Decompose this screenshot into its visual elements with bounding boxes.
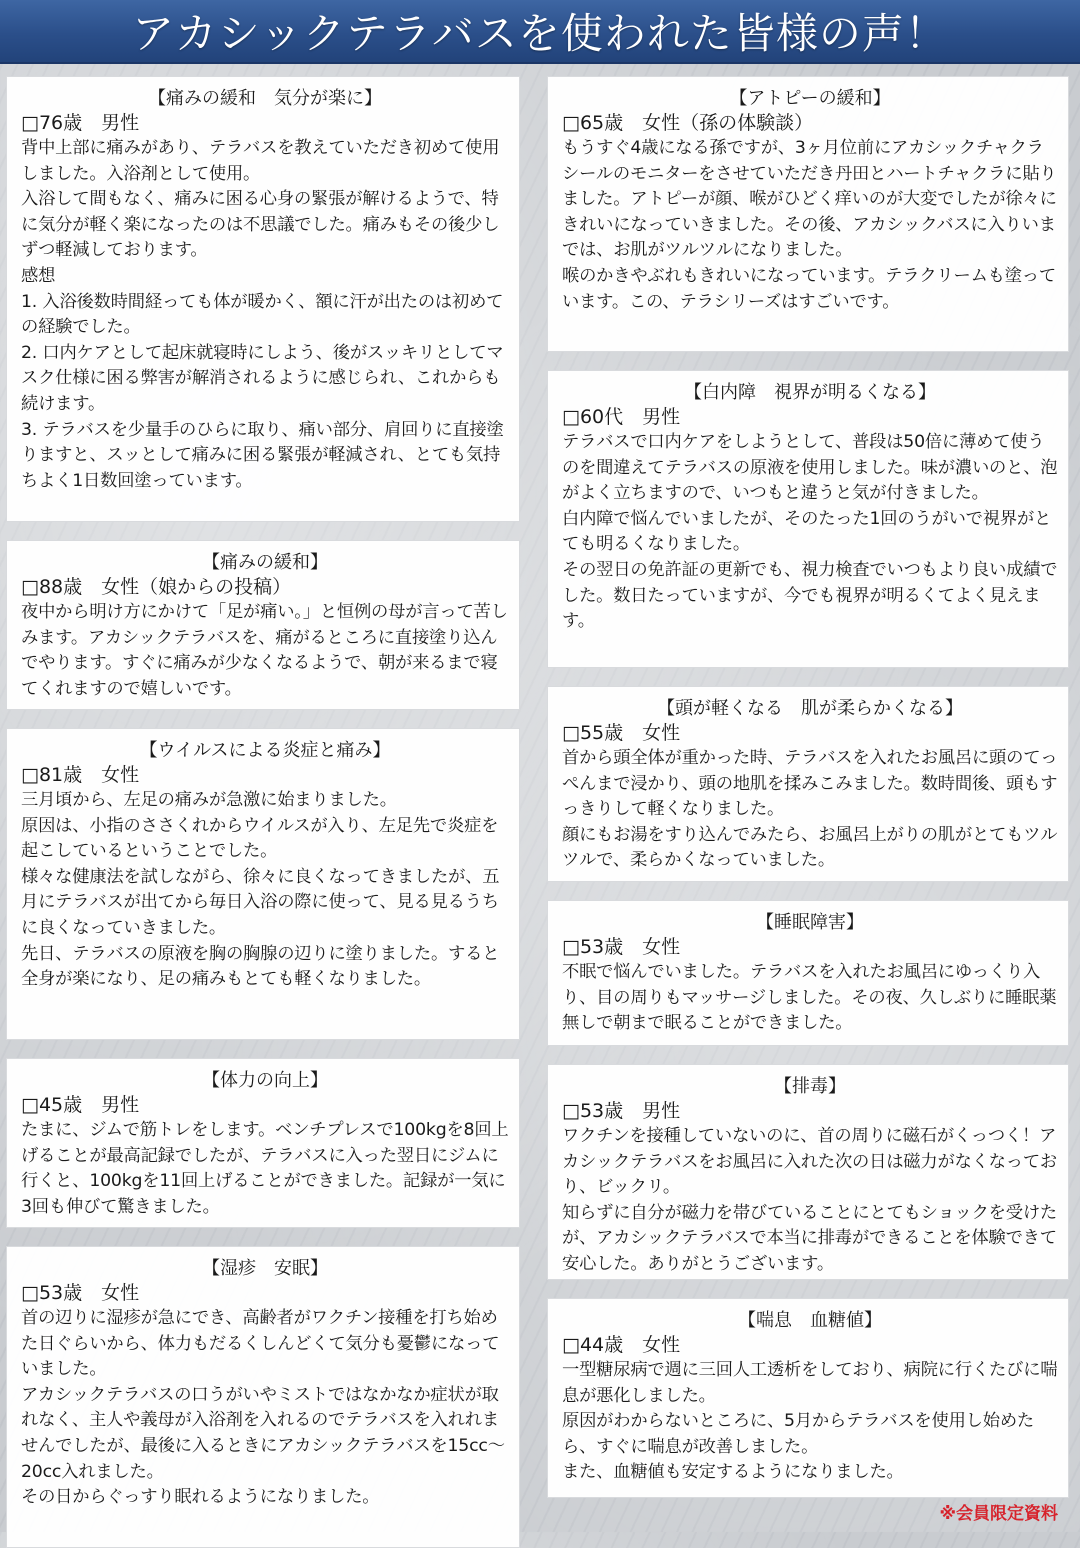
right-column (547, 76, 1069, 1498)
testimonial-card (6, 76, 520, 522)
testimonial-text: 不眠で悩んでいました。テラバスを入れたお風呂にゆっくり入り、目の周りもマッサージしました。その夜、久しぶりに睡眠薬無しで朝まで眠ることができました。 (562, 962, 1057, 1034)
page-header (0, 0, 1080, 64)
testimonial-title: 【白内障 視界が明るくなる】 (684, 382, 936, 403)
testimonial-text: 先日、テラバスの原液を胸の胸腺の辺りに塗りました。すると全身が楽になり、足の痛みもとても軽くなりました。 (21, 943, 500, 990)
testimonial-text: 喉のかきやぶれもきれいになっています。テラクリームも塗っています。この、テラシリーズはすごいです。 (562, 265, 1056, 312)
testimonial-person: □45歳 男性 (21, 1094, 140, 1116)
testimonial-card (6, 728, 520, 1040)
testimonial-title: 【アトピーの緩和】 (729, 88, 891, 109)
testimonial-text: ワクチンを接種していないのに、首の周りに磁石がくっつく！アカシックテラバスをお風呂に入れた次の日は磁力がなくなっており、ビックリ。 (562, 1126, 1058, 1198)
testimonial-text: 3. テラバスを少量手のひらに取り、痛い部分、肩回りに直接塗りますと、スッとして痛みに困る緊張が軽減され、とても気持ちよく1日数回塗っています。 (21, 419, 504, 491)
testimonial-person: □88歳 女性（娘からの投稿） (21, 576, 292, 598)
testimonial-text: また、血糖値も安定するようになりました。 (562, 1462, 904, 1483)
testimonial-title: 【睡眠障害】 (756, 912, 864, 933)
testimonial-text: 原因がわからないところに、5月からテラバスを使用し始めたら、すぐに喘息が改善しました。 (562, 1411, 1034, 1457)
testimonial-text: 背中上部に痛みがあり、テラバスを教えていただき初めて使用しました。入浴剤として使用。 (21, 138, 500, 184)
testimonial-text: アカシックテラバスの口うがいやミストではなかなか症状が取れなく、主人や義母が入浴剤を入れるのでテラバスを入れれませんでしたが、最後に入るときにアカシックテラバスを15cc～20cc入れました。 (21, 1384, 505, 1482)
testimonial-person: □53歳 男性 (562, 1100, 681, 1122)
testimonial-person: □81歳 女性 (21, 764, 140, 786)
testimonial-text: 感想 (21, 265, 56, 286)
testimonial-text: 様々な健康法を試しながら、徐々に良くなってきましたが、五月にテラバスが出てから毎日入浴の際に使って、見る見るうちに良くなっていきました。 (21, 866, 500, 938)
page-title: アカシックテラバスを使われた皆様の声！ (132, 9, 948, 58)
testimonial-text: 2. 口内ケアとして起床就寝時にしよう、後がスッキリとしてマスク仕様に困る弊害が解消されるように感じられ、これからも続けます。 (21, 342, 504, 414)
testimonial-text: 入浴して間もなく、痛みに困る心身の緊張が解けるようで、特に気分が軽く楽になったのは不思議でした。痛みもその後少しずつ軽減しております。 (21, 189, 500, 261)
testimonial-card (6, 540, 520, 710)
testimonial-title: 【痛みの緩和】 (202, 552, 328, 573)
testimonial-person: □53歳 女性 (21, 1282, 140, 1304)
testimonial-text: 白内障で悩んでいましたが、そのたった1回のうがいで視界がとても明るくなりました。 (562, 508, 1052, 555)
testimonial-text: 顔にもお湯をすり込んでみたら、お風呂上がりの肌がとてもツルツルで、柔らかくなっていました。 (562, 824, 1058, 871)
testimonial-text: 夜中から明け方にかけて「足が痛い。」と恒例の母が言って苦しみます。アカシックテラバスを、痛がるところに直接塗り込んでやります。すぐに痛みが少なくなるようで、朝が来るまで寝てくれますので嬉しいです。 (21, 602, 508, 699)
testimonial-card (547, 1298, 1069, 1498)
testimonial-text: 三月頃から、左足の痛みが急激に始まりました。 (21, 790, 397, 810)
testimonial-title: 【湿疹 安眠】 (202, 1258, 328, 1279)
testimonial-person: □60代 男性 (562, 406, 681, 428)
testimonial-text: テラバスで口内ケアをしようとして、普段は50倍に薄めて使うのを間違えてテラバスの原液を使用しました。味が濃いのと、泡がよく立ちますので、いつもと違うと気が付きました。 (562, 432, 1058, 504)
testimonial-card (547, 686, 1069, 882)
testimonial-title: 【ウイルスによる炎症と痛み】 (139, 740, 391, 761)
testimonial-title: 【喘息 血糖値】 (738, 1310, 882, 1331)
testimonial-text: 1. 入浴後数時間経っても体が暖かく、額に汗が出たのは初めての経験でした。 (21, 291, 504, 338)
testimonial-card (547, 900, 1069, 1046)
testimonial-card (547, 76, 1069, 352)
testimonial-title: 【頭が軽くなる 肌が柔らかくなる】 (657, 698, 963, 719)
testimonial-person: □53歳 女性 (562, 936, 681, 958)
testimonial-card (6, 1058, 520, 1228)
testimonial-title: 【排毒】 (774, 1076, 846, 1097)
testimonial-person: □55歳 女性 (562, 722, 681, 744)
testimonial-text: 首の辺りに湿疹が急にでき、高齢者がワクチン接種を打ち始めた日ぐらいから、体力もだるくしんどくて気分も憂鬱になっていました。 (21, 1308, 500, 1380)
testimonial-person: □44歳 女性 (562, 1334, 681, 1356)
testimonial-person: □65歳 女性（孫の体験談） (562, 112, 814, 134)
testimonial-text: もうすぐ4歳になる孫ですが、3ヶ月位前にアカシックチャクラシールのモニターをさせていただき丹田とハートチャクラに貼りました。アトピーが顔、喉がひどく痒いのが大変でしたが徐々にきれいになっていきました。その後、アカシックバスに入りいまでは、お肌がツルツルになりました。 (562, 138, 1057, 261)
testimonial-title: 【体力の向上】 (202, 1070, 328, 1091)
testimonial-person: □76歳 男性 (21, 112, 140, 134)
testimonial-text: その日からぐっすり眠れるようになりました。 (21, 1487, 380, 1508)
testimonial-card (547, 370, 1069, 668)
testimonial-text: 首から頭全体が重かった時、テラバスを入れたお風呂に頭のてっぺんまで浸かり、頭の地肌を揉みこみました。数時間後、頭もすっきりして軽くなりました。 (562, 748, 1058, 820)
testimonial-text: 知らずに自分が磁力を帯びていることにとてもショックを受けたが、アカシックテラバスで本当に排毒ができることを体験できて安心した。ありがとうございます。 (562, 1202, 1058, 1274)
testimonial-title: 【痛みの緩和 気分が楽に】 (148, 88, 382, 109)
testimonial-card (547, 1064, 1069, 1280)
testimonial-text: たまに、ジムで筋トレをします。ベンチプレスで100kgを8回上げることが最高記録でしたが、テラバスに入った翌日にジムに行くと、100kgを11回上げることができました。記録が一気に3回も伸びて驚きました。 (21, 1120, 509, 1217)
testimonial-text: その翌日の免許証の更新でも、視力検査でいつもより良い成績でした。数日たっていますが、今でも視界が明るくてよく見えます。 (562, 559, 1058, 632)
testimonial-text: 原因は、小指のささくれからウイルスが入り、左足先で炎症を起こしているということでした。 (21, 815, 499, 862)
left-column (6, 76, 520, 1548)
members-only-note: ※会員限定資料 (939, 1504, 1058, 1524)
testimonial-card (6, 1246, 520, 1548)
testimonial-text: 一型糖尿病で週に三回人工透析をしており、病院に行くたびに喘息が悪化しました。 (562, 1360, 1058, 1406)
